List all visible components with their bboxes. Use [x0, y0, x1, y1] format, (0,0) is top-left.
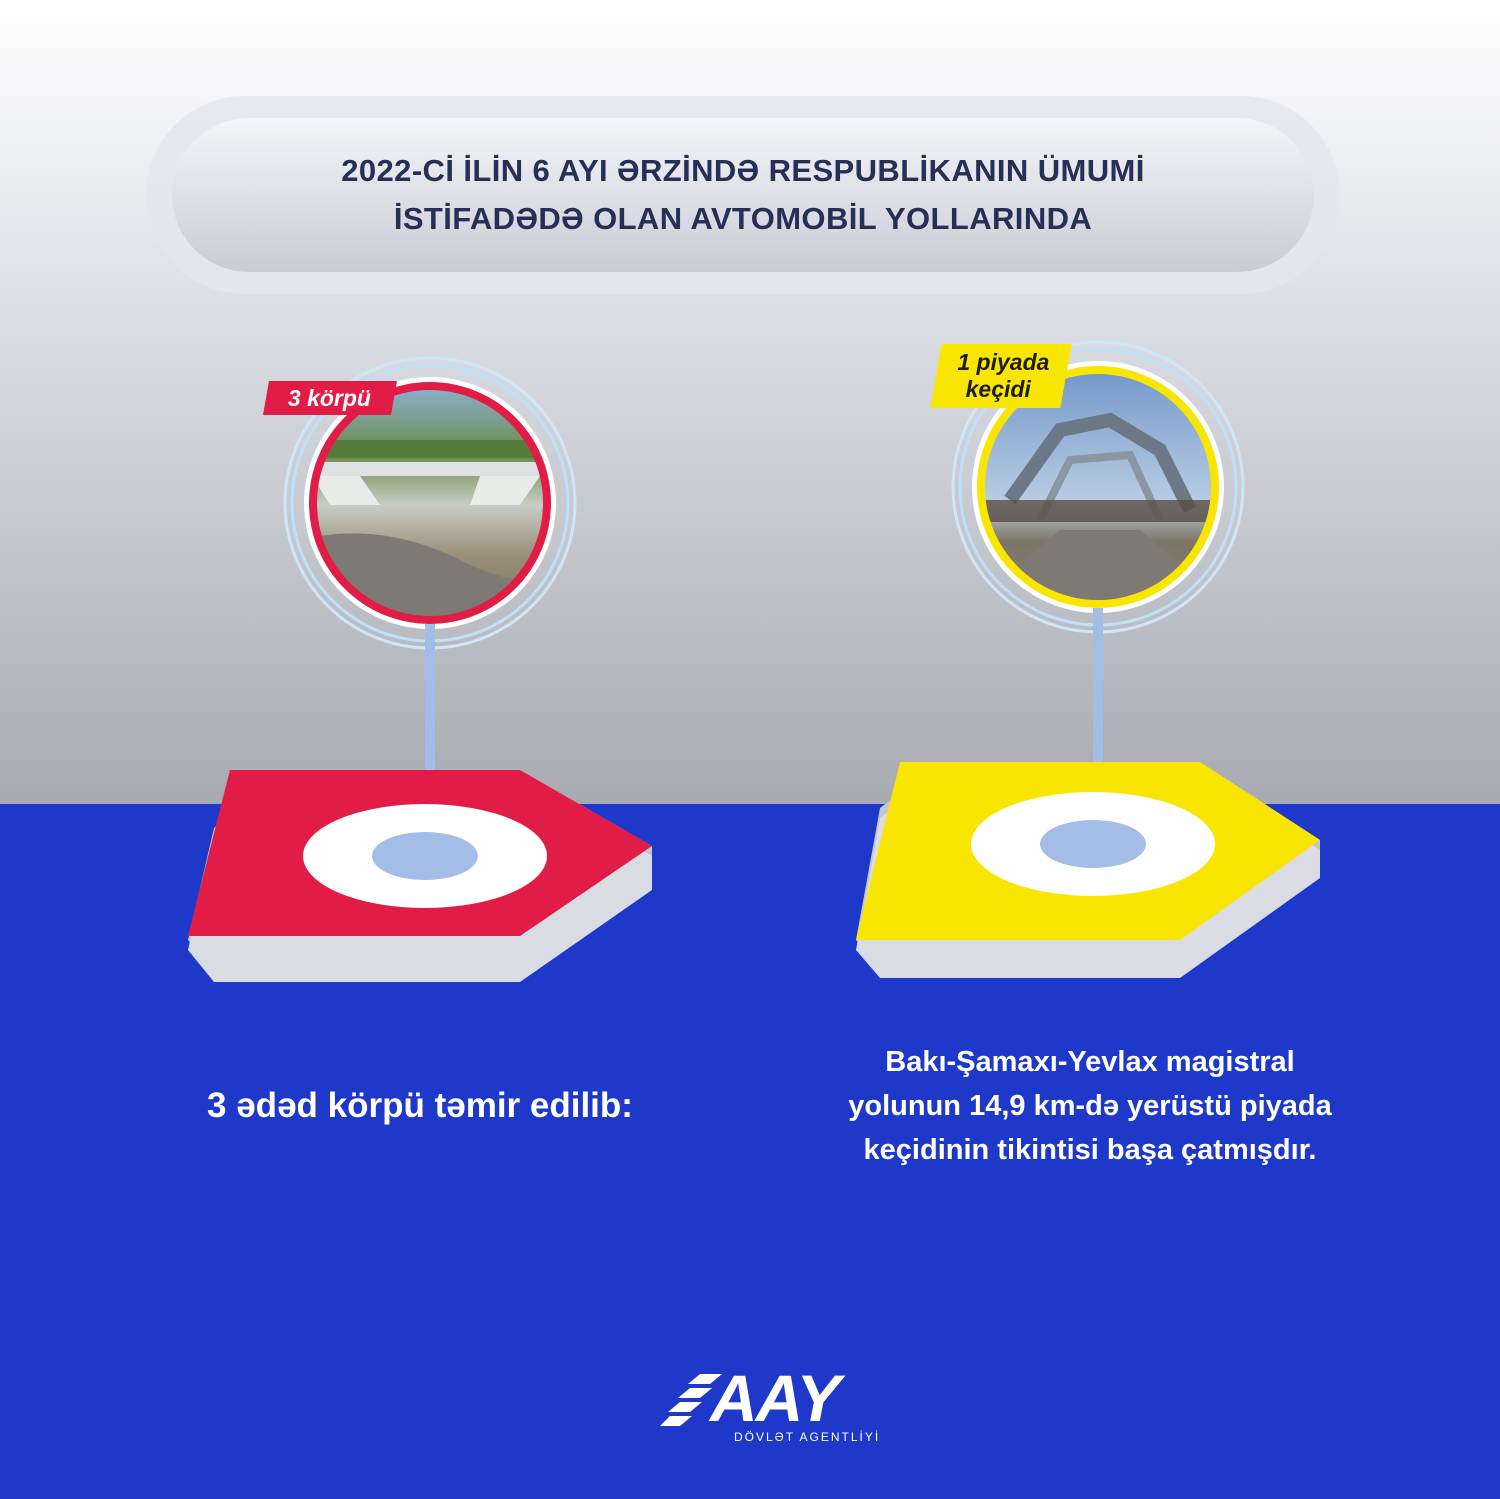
- bridge-caption: [110, 1086, 730, 1126]
- logo-mark: AAY: [710, 1361, 839, 1435]
- bridge-count-tag-label: 3 körpü: [288, 384, 372, 411]
- header-title: [172, 118, 1314, 272]
- aay-logo: [660, 1360, 900, 1450]
- pedestrian-tag-line-1: 1 piyada: [957, 349, 1050, 375]
- pedestrian-caption-line-1: Bakı-Şamaxı-Yevlax magistral: [885, 1046, 1295, 1078]
- pedestrian-tag-line-2: keçidi: [966, 376, 1032, 402]
- pedestrian-crossing-tag: [930, 344, 1071, 408]
- pedestrian-caption-line-3: keçidinin tikintisi başa çatmışdır.: [863, 1134, 1317, 1166]
- pedestrian-caption: [770, 1040, 1410, 1172]
- bridge-count-tag: [263, 381, 397, 415]
- logo-subtitle: DÖVLƏT AGENTLİYİ: [734, 1430, 881, 1444]
- header-title-line-2: İSTİFADƏDƏ OLAN AVTOMOBİL YOLLARINDA: [393, 201, 1093, 236]
- bridge-caption-line-1: 3 ədəd körpü təmir edilib:: [207, 1086, 633, 1125]
- header-title-line-1: 2022-Cİ İLİN 6 AYI ƏRZİNDƏ RESPUBLİKANIN ÜMUMİ: [341, 153, 1145, 188]
- pedestrian-caption-line-2: yolunun 14,9 km-də yerüstü piyada: [848, 1090, 1332, 1122]
